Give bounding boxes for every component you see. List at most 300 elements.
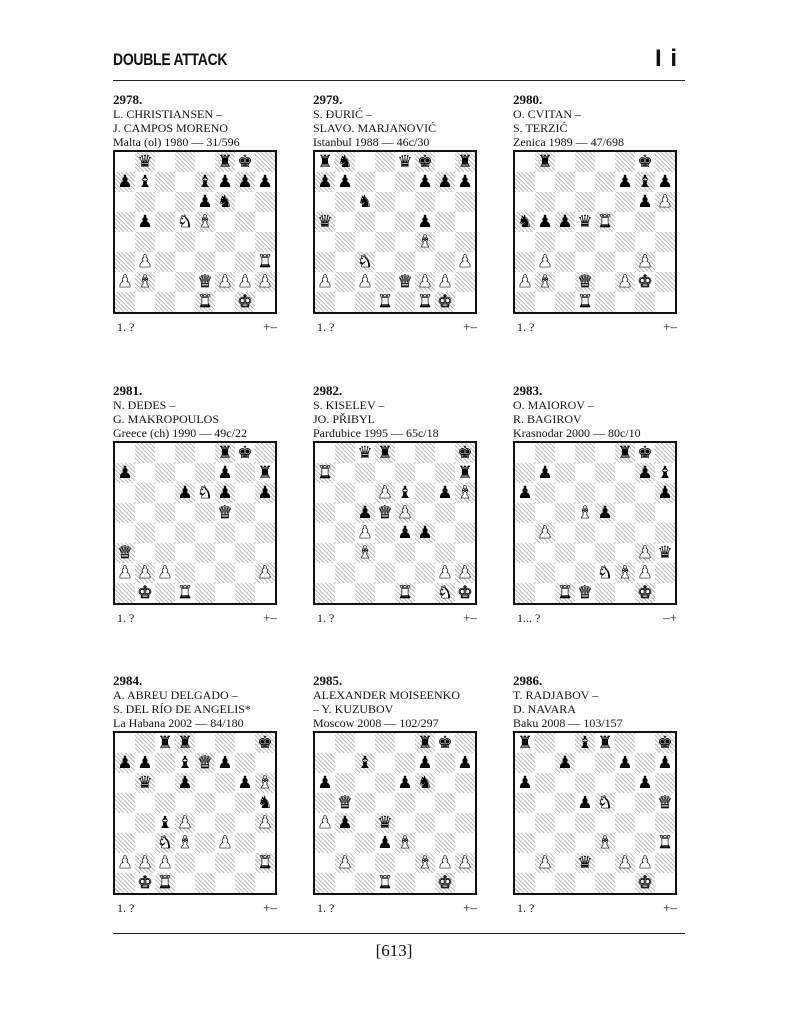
board-square: [235, 503, 255, 523]
board-square: [395, 523, 415, 543]
board-square: [595, 583, 615, 603]
black-pawn-icon: ♟: [457, 172, 473, 192]
board-square: [135, 503, 155, 523]
board-square: [115, 212, 135, 232]
board-square: [255, 252, 275, 272]
black-player: J. CAMPOS MORENO: [113, 121, 229, 135]
board-square: [355, 192, 375, 212]
board-square: [635, 212, 655, 232]
move-prompt: 1. ?: [117, 611, 135, 625]
black-king-icon: ♚: [637, 443, 653, 463]
board-square: [575, 252, 595, 272]
board-square: [395, 563, 415, 583]
board-square: [235, 152, 255, 172]
white-player: S. KISELEV –: [313, 398, 385, 412]
board-square: [635, 152, 655, 172]
board-square: [175, 523, 195, 543]
board-square: [515, 773, 535, 793]
board-square: [315, 873, 335, 893]
evaluation: +–: [663, 900, 677, 915]
board-square: [135, 443, 155, 463]
white-king-icon: ♚: [237, 292, 253, 312]
board-square: [355, 873, 375, 893]
black-king-icon: ♚: [257, 733, 273, 753]
black-pawn-icon: ♟: [317, 773, 333, 793]
white-queen-icon: ♛: [197, 753, 213, 773]
board-square: [635, 873, 655, 893]
board-square: [335, 793, 355, 813]
white-knight-icon: ♞: [157, 833, 173, 853]
board-square: [135, 833, 155, 853]
board-square: [235, 753, 255, 773]
board-square: [135, 543, 155, 563]
board-square: [535, 733, 555, 753]
board-square: [215, 503, 235, 523]
board-square: [535, 152, 555, 172]
black-pawn-icon: ♟: [637, 463, 653, 483]
board-square: [535, 543, 555, 563]
white-rook-icon: ♜: [257, 252, 273, 272]
white-pawn-icon: ♟: [637, 563, 653, 583]
black-knight-icon: ♞: [417, 773, 433, 793]
white-pawn-icon: ♟: [137, 853, 153, 873]
black-bishop-icon: ♝: [157, 813, 173, 833]
board-square: [595, 503, 615, 523]
board-square: [195, 252, 215, 272]
black-pawn-icon: ♟: [417, 523, 433, 543]
board-square: [135, 583, 155, 603]
board-square: [615, 232, 635, 252]
board-square: [235, 773, 255, 793]
board-square: [655, 873, 675, 893]
board-square: [515, 793, 535, 813]
board-square: [235, 463, 255, 483]
board-square: [575, 813, 595, 833]
problem-number: 2981.: [113, 383, 143, 398]
board-square: [595, 292, 615, 312]
black-queen-icon: ♛: [577, 212, 593, 232]
move-prompt: 1... ?: [517, 611, 541, 625]
white-pawn-icon: ♟: [657, 192, 673, 212]
board-square: [235, 272, 255, 292]
board-square: [615, 583, 635, 603]
white-pawn-icon: ♟: [637, 853, 653, 873]
board-square: [335, 583, 355, 603]
event-info: La Habana 2002 — 84/180: [113, 716, 244, 730]
board-square: [195, 272, 215, 292]
board-square: [135, 252, 155, 272]
board-square: [255, 773, 275, 793]
board-square: [375, 272, 395, 292]
board-square: [375, 172, 395, 192]
black-pawn-icon: ♟: [417, 172, 433, 192]
white-queen-icon: ♛: [337, 793, 353, 813]
board-square: [455, 272, 475, 292]
board-square: [115, 152, 135, 172]
evaluation: +–: [463, 319, 477, 334]
board-square: [355, 212, 375, 232]
chess-board: [113, 731, 277, 895]
board-square: [355, 853, 375, 873]
board-square: [155, 272, 175, 292]
board-square: [575, 483, 595, 503]
board-square: [195, 733, 215, 753]
board-square: [155, 733, 175, 753]
board-square: [215, 543, 235, 563]
board-square: [315, 563, 335, 583]
black-player: – Y. KUZUBOV: [313, 702, 394, 716]
black-king-icon: ♚: [637, 152, 653, 172]
black-pawn-icon: ♟: [657, 483, 673, 503]
board-square: [135, 813, 155, 833]
board-square: [235, 543, 255, 563]
board-square: [375, 583, 395, 603]
board-square: [395, 793, 415, 813]
board-square: [575, 563, 595, 583]
white-pawn-icon: ♟: [317, 813, 333, 833]
board-square: [195, 543, 215, 563]
board-square: [355, 833, 375, 853]
board-square: [135, 773, 155, 793]
board-square: [375, 503, 395, 523]
board-square: [395, 172, 415, 192]
board-square: [155, 463, 175, 483]
black-pawn-icon: ♟: [237, 172, 253, 192]
move-prompt: 1. ?: [517, 320, 535, 334]
board-square: [555, 272, 575, 292]
board-square: [455, 503, 475, 523]
black-king-icon: ♚: [437, 733, 453, 753]
board-square: [575, 753, 595, 773]
event-info: Pardubice 1995 — 65c/18: [313, 426, 439, 440]
board-square: [135, 523, 155, 543]
board-square: [415, 292, 435, 312]
white-player: S. ĐURIĆ –: [313, 107, 373, 121]
board-square: [235, 523, 255, 543]
board-square: [215, 272, 235, 292]
board-square: [395, 873, 415, 893]
board-square: [335, 523, 355, 543]
board-square: [635, 463, 655, 483]
board-square: [415, 563, 435, 583]
problem-9: [513, 673, 683, 915]
board-square: [375, 563, 395, 583]
board-square: [235, 212, 255, 232]
board-square: [175, 443, 195, 463]
problem-8: [313, 673, 483, 915]
board-square: [195, 793, 215, 813]
header-rule: [113, 80, 685, 81]
board-square: [575, 503, 595, 523]
board-square: [395, 753, 415, 773]
black-player: SLAVO. MARJANOVIĆ: [313, 121, 437, 135]
board-square: [655, 773, 675, 793]
board-square: [655, 833, 675, 853]
board-square: [175, 152, 195, 172]
board-square: [455, 753, 475, 773]
board-square: [175, 733, 195, 753]
board-square: [195, 172, 215, 192]
board-square: [615, 873, 635, 893]
board-square: [615, 793, 635, 813]
board-square: [335, 873, 355, 893]
board-square: [575, 833, 595, 853]
board-square: [415, 523, 435, 543]
board-square: [635, 192, 655, 212]
board-square: [255, 503, 275, 523]
board-square: [535, 483, 555, 503]
board-square: [155, 563, 175, 583]
board-square: [555, 733, 575, 753]
white-rook-icon: ♜: [157, 873, 173, 893]
white-pawn-icon: ♟: [237, 272, 253, 292]
board-square: [595, 152, 615, 172]
board-square: [535, 292, 555, 312]
board-square: [155, 583, 175, 603]
problem-6: [513, 383, 683, 625]
board-square: [335, 773, 355, 793]
black-pawn-icon: ♟: [417, 753, 433, 773]
white-bishop-icon: ♝: [577, 503, 593, 523]
board-square: [615, 503, 635, 523]
board-square: [555, 523, 575, 543]
white-pawn-icon: ♟: [217, 272, 233, 292]
board-square: [635, 793, 655, 813]
board-square: [315, 292, 335, 312]
board-square: [455, 833, 475, 853]
board-square: [435, 583, 455, 603]
board-square: [355, 252, 375, 272]
board-square: [215, 252, 235, 272]
board-square: [555, 853, 575, 873]
black-knight-icon: ♞: [517, 212, 533, 232]
move-prompt: 1. ?: [117, 901, 135, 915]
black-pawn-icon: ♟: [117, 463, 133, 483]
board-square: [615, 523, 635, 543]
board-square: [195, 152, 215, 172]
white-bishop-icon: ♝: [257, 773, 273, 793]
board-square: [355, 753, 375, 773]
board-square: [115, 463, 135, 483]
move-prompt: 1. ?: [317, 320, 335, 334]
board-square: [115, 443, 135, 463]
board-square: [595, 443, 615, 463]
board-square: [215, 583, 235, 603]
board-square: [535, 773, 555, 793]
white-pawn-icon: ♟: [337, 853, 353, 873]
board-square: [535, 463, 555, 483]
board-square: [315, 853, 335, 873]
board-square: [435, 443, 455, 463]
board-square: [375, 232, 395, 252]
white-knight-icon: ♞: [177, 212, 193, 232]
board-square: [195, 813, 215, 833]
board-square: [635, 292, 655, 312]
board-square: [455, 793, 475, 813]
board-square: [455, 443, 475, 463]
board-square: [155, 793, 175, 813]
board-square: [215, 463, 235, 483]
chess-board: [513, 150, 677, 314]
board-square: [135, 853, 155, 873]
board-square: [375, 543, 395, 563]
black-pawn-icon: ♟: [257, 172, 273, 192]
board-square: [455, 232, 475, 252]
board-square: [215, 793, 235, 813]
board-square: [395, 272, 415, 292]
board-square: [655, 252, 675, 272]
page-number: [613]: [375, 941, 413, 960]
board-square: [115, 873, 135, 893]
board-square: [515, 483, 535, 503]
board-square: [335, 292, 355, 312]
white-pawn-icon: ♟: [457, 252, 473, 272]
board-square: [455, 523, 475, 543]
board-square: [595, 272, 615, 292]
board-square: [155, 543, 175, 563]
board-square: [335, 463, 355, 483]
event-info: Istanbul 1988 — 46c/30: [313, 135, 430, 149]
white-pawn-icon: ♟: [637, 252, 653, 272]
white-player: ALEXANDER MOISEENKO: [313, 688, 460, 702]
board-square: [255, 813, 275, 833]
white-knight-icon: ♞: [197, 483, 213, 503]
board-square: [515, 853, 535, 873]
board-square: [315, 483, 335, 503]
chapter-title: DOUBLE ATTACK: [113, 50, 228, 69]
board-square: [395, 483, 415, 503]
white-rook-icon: ♜: [657, 833, 673, 853]
board-square: [515, 753, 535, 773]
board-square: [255, 232, 275, 252]
board-square: [555, 212, 575, 232]
chapter-mark: I i: [655, 45, 679, 72]
board-square: [175, 813, 195, 833]
board-square: [195, 583, 215, 603]
board-square: [595, 813, 615, 833]
board-square: [235, 813, 255, 833]
white-pawn-icon: ♟: [457, 563, 473, 583]
board-square: [355, 733, 375, 753]
board-square: [315, 252, 335, 272]
board-square: [535, 813, 555, 833]
board-square: [575, 463, 595, 483]
board-square: [235, 563, 255, 583]
white-king-icon: ♚: [637, 873, 653, 893]
board-square: [115, 753, 135, 773]
board-square: [335, 813, 355, 833]
board-square: [435, 813, 455, 833]
board-square: [315, 773, 335, 793]
board-square: [655, 563, 675, 583]
board-square: [515, 292, 535, 312]
board-square: [375, 753, 395, 773]
white-knight-icon: ♞: [437, 583, 453, 603]
board-square: [555, 583, 575, 603]
board-square: [335, 753, 355, 773]
board-square: [255, 793, 275, 813]
board-square: [535, 172, 555, 192]
black-rook-icon: ♜: [217, 443, 233, 463]
board-square: [455, 733, 475, 753]
black-player: JO. PŘIBYL: [313, 412, 376, 426]
board-square: [655, 583, 675, 603]
white-rook-icon: ♜: [417, 292, 433, 312]
white-king-icon: ♚: [457, 583, 473, 603]
board-square: [655, 523, 675, 543]
evaluation: +–: [263, 900, 277, 915]
board-square: [255, 523, 275, 543]
board-square: [175, 833, 195, 853]
board-square: [155, 753, 175, 773]
board-square: [435, 483, 455, 503]
board-square: [535, 252, 555, 272]
board-square: [255, 833, 275, 853]
board-square: [215, 152, 235, 172]
board-square: [635, 753, 655, 773]
board-square: [635, 543, 655, 563]
evaluation: +–: [263, 319, 277, 334]
white-pawn-icon: ♟: [617, 853, 633, 873]
board-square: [215, 813, 235, 833]
problem-number: 2985.: [313, 673, 343, 688]
board-square: [175, 503, 195, 523]
board-square: [395, 192, 415, 212]
board-square: [655, 813, 675, 833]
evaluation: +–: [463, 610, 477, 625]
board-square: [235, 833, 255, 853]
black-pawn-icon: ♟: [557, 212, 573, 232]
board-square: [615, 753, 635, 773]
board-square: [355, 583, 375, 603]
board-square: [235, 483, 255, 503]
board-square: [435, 172, 455, 192]
board-square: [435, 292, 455, 312]
black-player: S. DEL RÍO DE ANGELIS*: [113, 702, 251, 716]
board-square: [115, 172, 135, 192]
white-queen-icon: ♛: [377, 503, 393, 523]
event-info: Malta (ol) 1980 — 31/596: [113, 135, 240, 149]
board-square: [155, 192, 175, 212]
board-square: [215, 292, 235, 312]
black-pawn-icon: ♟: [177, 773, 193, 793]
board-square: [155, 853, 175, 873]
white-player: T. RADJABOV –: [513, 688, 599, 702]
board-square: [395, 813, 415, 833]
board-square: [395, 212, 415, 232]
board-square: [595, 563, 615, 583]
evaluation: –+: [663, 610, 677, 625]
board-square: [175, 463, 195, 483]
white-pawn-icon: ♟: [257, 813, 273, 833]
black-king-icon: ♚: [417, 152, 433, 172]
board-square: [315, 583, 335, 603]
board-square: [335, 503, 355, 523]
white-king-icon: ♚: [137, 583, 153, 603]
board-square: [415, 733, 435, 753]
white-pawn-icon: ♟: [317, 272, 333, 292]
board-square: [255, 563, 275, 583]
board-square: [635, 232, 655, 252]
black-bishop-icon: ♝: [577, 733, 593, 753]
white-rook-icon: ♜: [257, 853, 273, 873]
board-square: [355, 563, 375, 583]
board-square: [455, 292, 475, 312]
board-square: [395, 853, 415, 873]
black-pawn-icon: ♟: [217, 172, 233, 192]
black-queen-icon: ♛: [137, 773, 153, 793]
board-square: [655, 292, 675, 312]
